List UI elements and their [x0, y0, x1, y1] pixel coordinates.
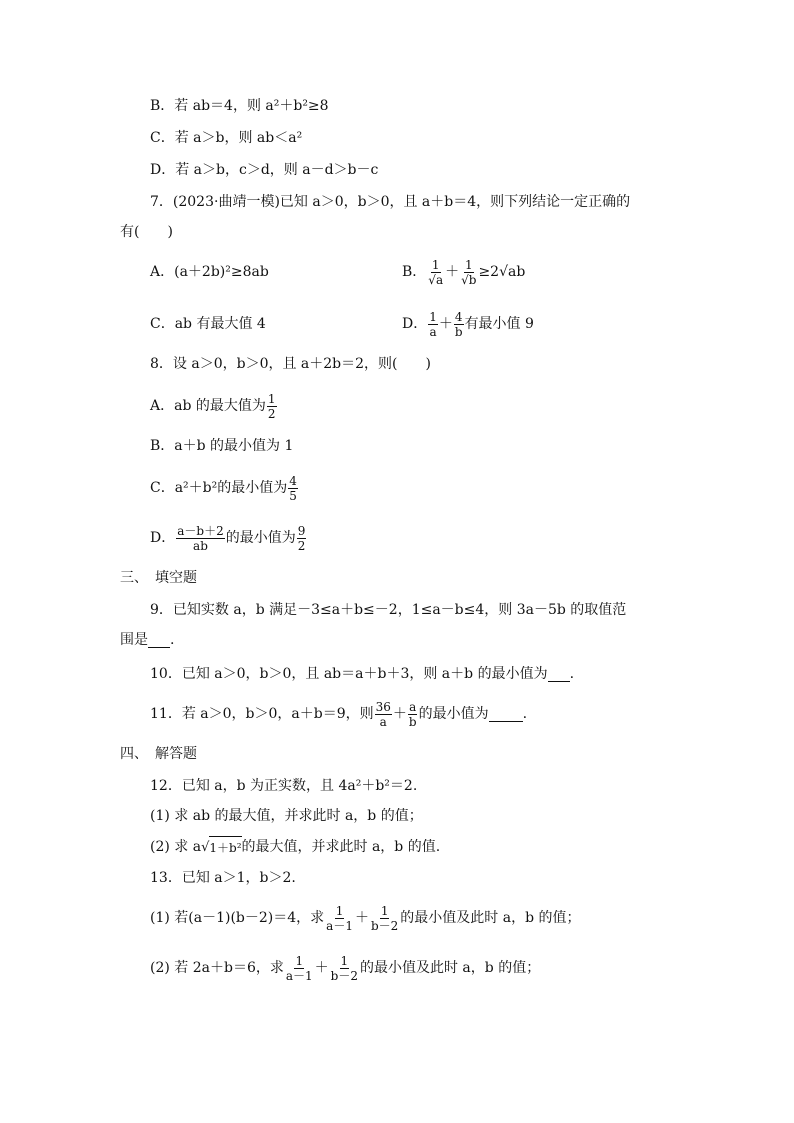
q9-line1: 9．已知实数 a，b 满足－3≤a＋b≤－2，1≤a－b≤4，则 3a－5b 的取值范 [150, 602, 627, 618]
q8-option-a: A．ab 的最大值为 1 2 [150, 391, 276, 421]
fraction: a－b＋2 ab [177, 523, 224, 553]
answer-blank [148, 633, 170, 648]
q7-option-a: A．(a＋2b)²≥8ab [150, 264, 269, 280]
q6-option-d: D．若 a＞b，c＞d，则 a－d＞b－c [150, 162, 379, 178]
answer-blank [548, 667, 570, 682]
q6-option-b: B．若 ab＝4，则 a²＋b²≥8 [150, 98, 329, 114]
fraction: 36 a [375, 699, 391, 729]
fraction: 4 b [454, 309, 463, 339]
q13-part1: (1) 若(a－1)(b－2)＝4，求 1 a－1 ＋ 1 b－2 的最小值及此时 a，b 的值； [150, 903, 581, 933]
section-fill-in: 三、 填空题 [120, 570, 197, 586]
fraction: 1 √a [428, 257, 444, 287]
q13-part2: (2) 若 2a＋b＝6，求 1 a－1 ＋ 1 b－2 的最小值及此时 a，b 的值； [150, 953, 541, 983]
q7-option-b: B． 1 √a ＋ $\frac{1}{√b}$ ≥2√ab [402, 257, 526, 287]
fraction: 1 b－2 [330, 953, 358, 983]
q13-stem: 13．已知 a＞1，b＞2. [150, 870, 296, 886]
q8-option-d: D． a－b＋2 ab 的最小值为 9 2 [150, 523, 306, 553]
q6-option-c: C．若 a＞b，则 ab＜a² [150, 130, 303, 146]
q10: 10．已知 a＞0，b＞0，且 ab＝a＋b＋3，则 a＋b 的最小值为 . [150, 666, 575, 682]
q12-part2: (2) 求 a √ 1＋b² 的最大值，并求此时 a，b 的值. [150, 836, 440, 858]
fraction: 1 a－1 [326, 903, 353, 933]
q12-part1: (1) 求 ab 的最大值，并求此时 a，b 的值； [150, 808, 423, 824]
fraction: 1 a [429, 309, 437, 339]
sqrt-expression: √ 1＋b² [201, 836, 241, 858]
q12-stem: 12．已知 a，b 为正实数，且 4a²＋b²＝2. [150, 778, 418, 794]
q7-option-c: C．ab 有最大值 4 [150, 316, 266, 332]
q7-stem-line1: 7．(2023·曲靖一模)已知 a＞0，b＞0，且 a＋b＝4，则下列结论一定正确的 [150, 194, 631, 210]
q7-stem-line2: 有( ) [120, 224, 173, 240]
fraction: 1 a－1 [285, 953, 313, 983]
fraction: 4 5 [289, 473, 297, 503]
fraction: 1 b－2 [370, 903, 399, 933]
q8-stem: 8．设 a＞0，b＞0，且 a＋2b＝2，则( ) [150, 356, 431, 372]
fraction: 9 2 [297, 523, 306, 553]
q9-line2: 围是 . [120, 632, 175, 648]
q8-option-c: C．a²＋b²的最小值为 4 5 [150, 473, 297, 503]
q11: 11．若 a＞0，b＞0，a＋b＝9，则 36 a ＋ a b 的最小值为 . [150, 699, 528, 729]
q7-option-d: D． 1 a ＋ 4 b 有最小值 9 [402, 309, 534, 339]
q8-option-b: B．a＋b 的最小值为 1 [150, 438, 294, 454]
fraction: 1 2 [267, 391, 276, 421]
fraction: $\frac{1}{√b}$ [461, 257, 477, 287]
fraction: a b [408, 699, 417, 729]
section-solutions: 四、 解答题 [120, 746, 197, 762]
answer-blank [489, 707, 523, 722]
